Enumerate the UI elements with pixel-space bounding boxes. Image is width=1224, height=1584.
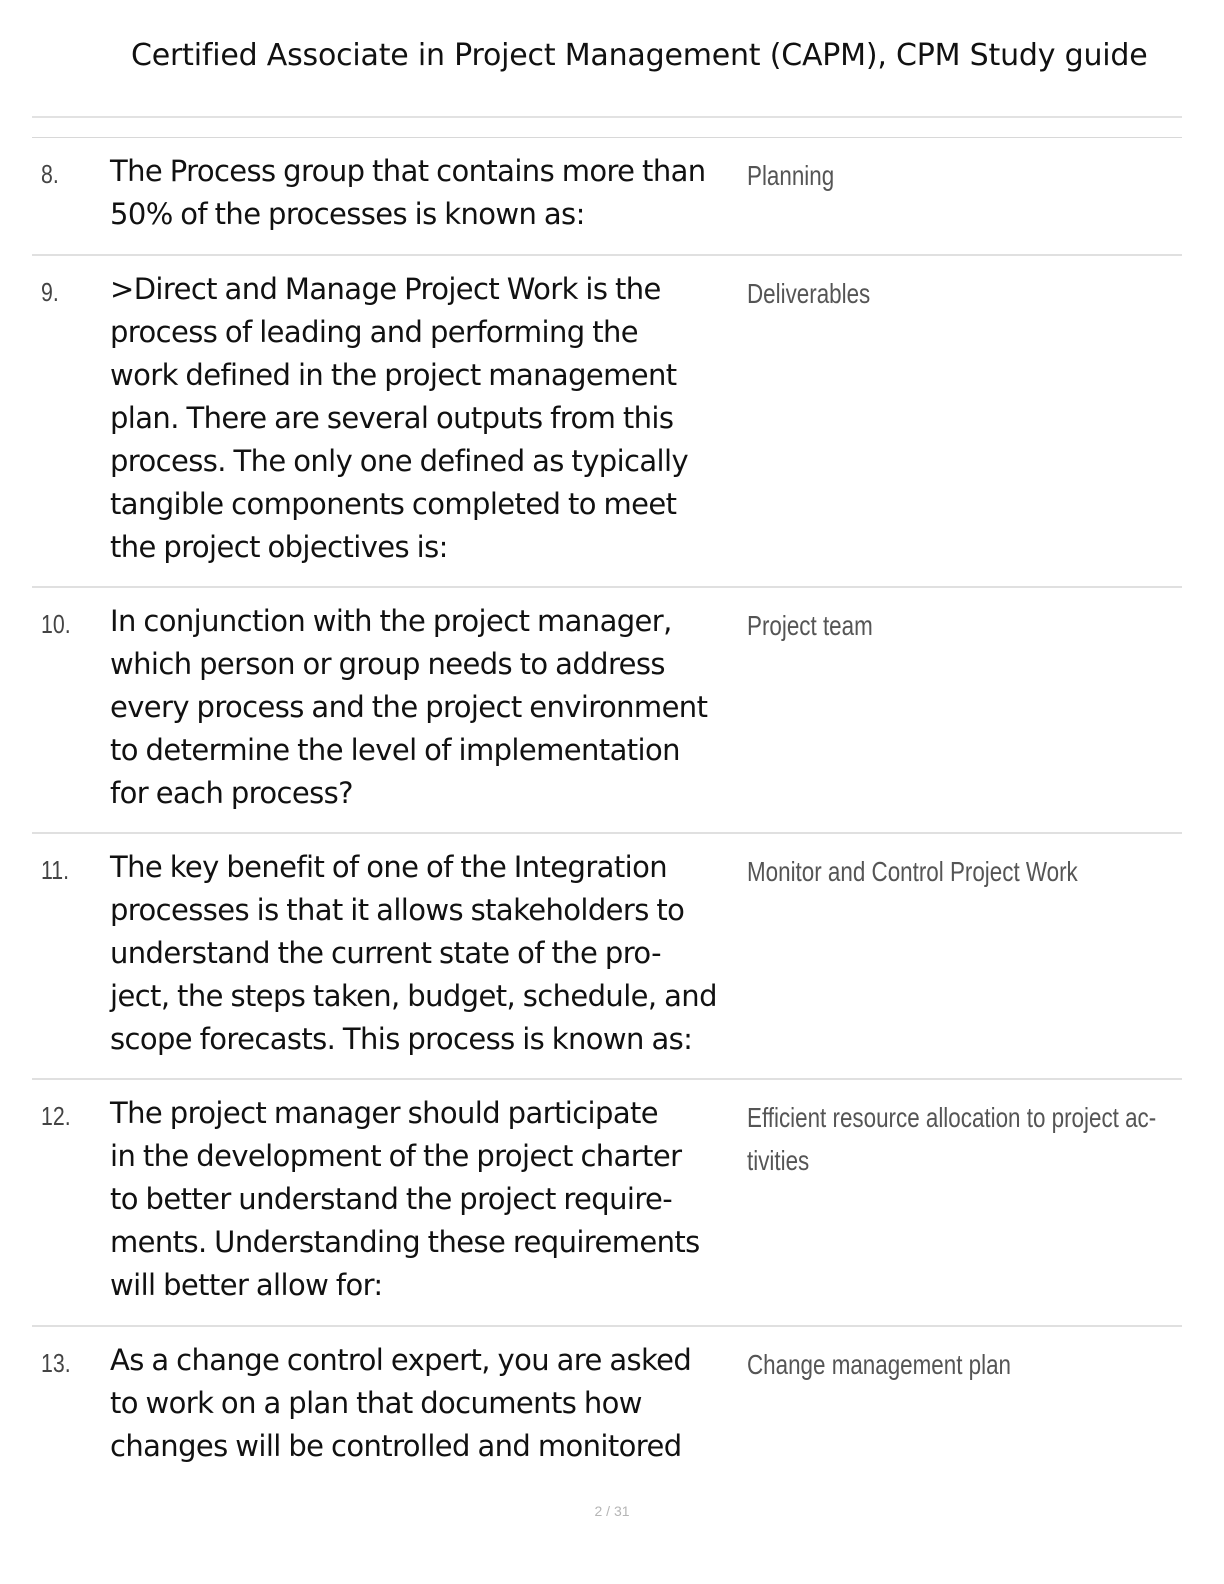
answer-line: Efficient resource allocation to project ac- xyxy=(747,1102,1157,1133)
question-line: which person or group needs to address xyxy=(110,647,665,681)
answer-line: Change management plan xyxy=(747,1349,1012,1380)
question-row xyxy=(32,256,1182,588)
question-line: ject, the steps taken, budget, schedule, and xyxy=(110,979,717,1013)
question-line: will better allow for: xyxy=(110,1268,383,1302)
answer-text xyxy=(747,154,1115,197)
question-line: The project manager should participate xyxy=(110,1096,659,1130)
question-line: processes is that it allows stakeholders to xyxy=(110,893,685,927)
question-line: >Direct and Manage Project Work is the xyxy=(110,272,661,306)
question-line: 50% of the processes is known as: xyxy=(110,197,585,231)
question-line: every process and the project environment xyxy=(110,690,708,724)
answer-line: Monitor and Control Project Work xyxy=(747,856,1078,887)
question-line: The key benefit of one of the Integration xyxy=(110,850,667,884)
question-line: In conjunction with the project manager, xyxy=(110,604,672,638)
question-row xyxy=(32,1327,1182,1477)
question-number: 12. xyxy=(41,1101,71,1131)
answer-text xyxy=(747,1096,1157,1182)
question-line: tangible components completed to meet xyxy=(110,487,677,521)
answer-line: Deliverables xyxy=(747,278,871,309)
question-row xyxy=(32,1080,1182,1327)
question-text xyxy=(110,846,752,1061)
question-line: scope forecasts. This process is known as: xyxy=(110,1022,693,1056)
question-row xyxy=(32,834,1182,1080)
question-line: plan. There are several outputs from this xyxy=(110,401,674,435)
question-line: to determine the level of implementation xyxy=(110,733,680,767)
question-number: 13. xyxy=(41,1348,71,1378)
question-number: 11. xyxy=(41,855,70,885)
question-list xyxy=(32,138,1182,1477)
question-row xyxy=(32,588,1182,834)
question-line: The Process group that contains more than xyxy=(110,154,706,188)
question-line: the project objectives is: xyxy=(110,530,448,564)
answer-text xyxy=(747,1343,1115,1386)
question-line: ments. Understanding these requirements xyxy=(110,1225,700,1259)
question-line: for each process? xyxy=(110,776,353,810)
question-line: work defined in the project management xyxy=(110,358,677,392)
question-number: 9. xyxy=(41,277,59,307)
question-line: to better understand the project require- xyxy=(110,1182,673,1216)
question-line: in the development of the project charter xyxy=(110,1139,682,1173)
answer-text xyxy=(747,272,1115,315)
question-line: process. The only one defined as typically xyxy=(110,444,689,478)
question-line: to work on a plan that documents how xyxy=(110,1386,642,1420)
page-title: Certified Associate in Project Management (CAPM), CPM Study guide xyxy=(131,38,1148,73)
page-number: 2 / 31 xyxy=(594,1503,630,1519)
question-text xyxy=(110,150,752,236)
answer-text xyxy=(747,850,1115,893)
question-line: As a change control expert, you are asked xyxy=(110,1343,692,1377)
question-text xyxy=(110,268,752,569)
answer-line: Planning xyxy=(747,160,835,191)
question-line: process of leading and performing the xyxy=(110,315,638,349)
answer-line: tivities xyxy=(747,1145,810,1176)
question-line: changes will be controlled and monitored xyxy=(110,1429,682,1463)
question-text xyxy=(110,1092,752,1307)
question-text xyxy=(110,600,752,815)
answer-line: Project team xyxy=(747,610,873,641)
question-text xyxy=(110,1339,752,1468)
answer-text xyxy=(747,604,1115,647)
question-line: understand the current state of the pro- xyxy=(110,936,661,970)
header-divider xyxy=(32,116,1182,118)
question-row xyxy=(32,138,1182,256)
question-number: 8. xyxy=(41,159,59,189)
question-number: 10. xyxy=(41,609,71,639)
